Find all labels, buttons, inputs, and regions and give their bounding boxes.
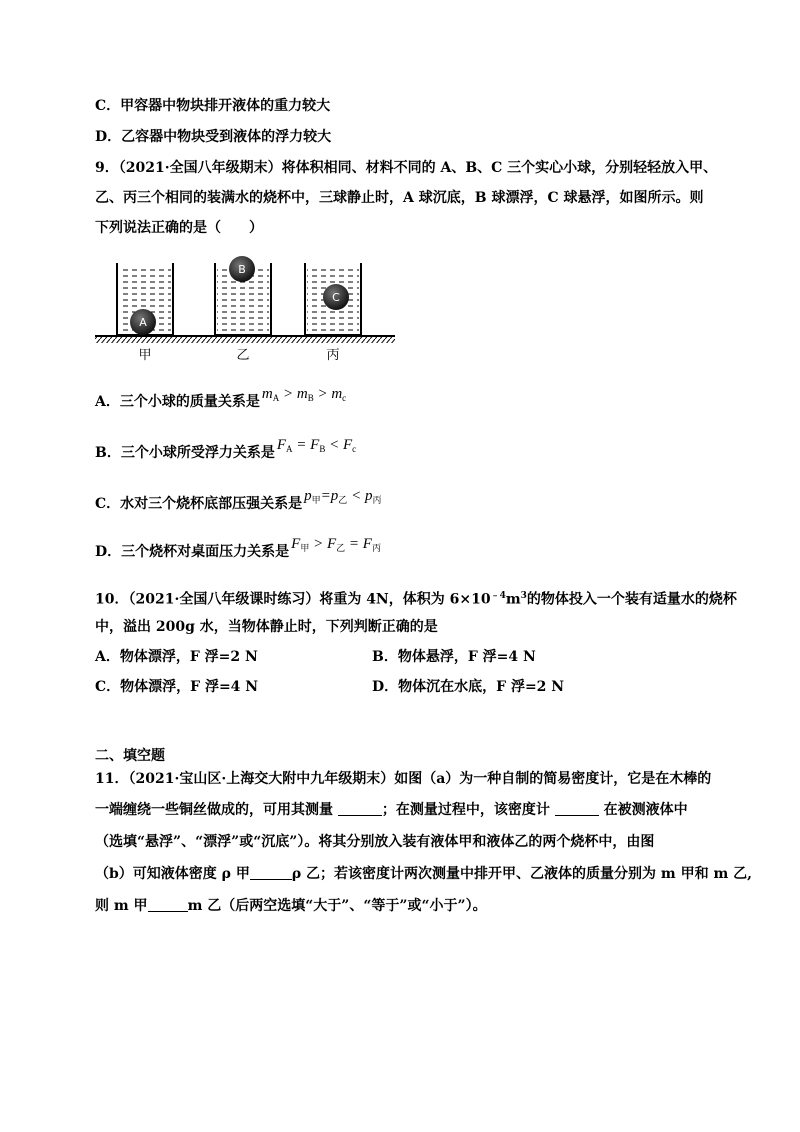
q9-option-a-formula: $m_A > m_B > m_c$ — [261, 386, 347, 403]
ball-b-label: B — [238, 263, 246, 276]
q11-stem-line3: （选填“悬浮”、“漂浮”或“沉底”）。将其分别放入装有液体甲和液体乙的两个烧杯中，由图 — [95, 834, 655, 850]
answer-blank-3[interactable] — [250, 865, 292, 880]
ball-b — [229, 256, 255, 282]
q11-stem-line5: 则 m 甲 m 乙（后两空选填“大于”、“等于”或“小于”）。 — [95, 898, 487, 914]
q11-stem-line2: 一端缠绕一些铜丝做成的，可用其测量 ；在测量过程中，该密度计 在被测液体中 — [95, 802, 688, 818]
answer-blank-1[interactable] — [338, 801, 382, 816]
beaker-label-yi: 乙 — [236, 348, 250, 363]
q9-option-a: A．三个小球的质量关系是 $m_A > m_B > m_c$ — [95, 386, 347, 410]
q9-option-d: D．三个烧杯对桌面压力关系是 $F_甲 > F_乙 = F_丙$ — [95, 536, 381, 560]
q9-stem-line1: 9．（2021·全国八年级期末）将体积相同、材料不同的 A、B、C 三个实心小球，分别轻轻放入甲、 — [95, 160, 718, 176]
q9-option-b: B．三个小球所受浮力关系是 $F_A = F_B < F_c$ — [95, 437, 357, 461]
beaker-label-jia: 甲 — [138, 348, 152, 363]
q9-option-c: C．水对三个烧杯底部压强关系是 $p_甲=p_乙 < p_丙$ — [95, 488, 382, 512]
q10-stem-line2: 中，溢出 200g 水，当物体静止时，下列判断正确的是 — [95, 619, 438, 635]
q8-option-c: C．甲容器中物块排开液体的重力较大 — [95, 98, 331, 114]
ball-c — [323, 284, 349, 310]
q9-option-c-formula: $p_甲=p_乙 < p_丙$ — [304, 488, 382, 505]
q11-stem-line1: 11．（2021·宝山区·上海交大附中九年级期末）如图（a）为一种自制的简易密度计，它是在木棒的 — [95, 771, 712, 787]
q9-stem-line2: 乙、丙三个相同的装满水的烧杯中，三球静止时，A 球沉底，B 球漂浮，C 球悬浮，如图所示。则 — [95, 190, 704, 206]
beaker-label-bing: 丙 — [326, 348, 340, 363]
q10-stem-line1: 10．（2021·全国八年级课时练习）将重为 4N，体积为 $6\times 10^{﹣4}m^3$的物体投入一个装有适量水的烧杯 — [95, 591, 737, 608]
ball-a — [130, 309, 156, 335]
q9-beakers-figure — [95, 255, 395, 365]
q9-option-b-formula: $F_A = F_B < F_c$ — [276, 437, 357, 454]
q10-option-a: A．物体漂浮，F 浮=2 N — [95, 649, 258, 665]
q10-option-b: B．物体悬浮，F 浮=4 N — [372, 649, 536, 665]
q11-stem-line4: （b）可知液体密度 ρ 甲 ρ 乙；若该密度计两次测量中排开甲、乙液体的质量分别为 m 甲和 m 乙, — [95, 866, 753, 882]
q10-option-c: C．物体漂浮，F 浮=4 N — [95, 679, 259, 695]
q10-option-d: D．物体沉在水底，F 浮=2 N — [372, 679, 565, 695]
q8-option-d: D．乙容器中物块受到液体的浮力较大 — [95, 129, 332, 145]
ball-a-label: A — [139, 316, 147, 329]
section-title: 二、填空题 — [95, 748, 165, 764]
q9-option-d-formula: $F_甲 > F_乙 = F_丙$ — [291, 536, 381, 553]
answer-blank-4[interactable] — [148, 897, 188, 912]
q9-stem-line3: 下列说法正确的是（ ） — [95, 220, 263, 236]
ball-c-label: C — [332, 291, 340, 304]
answer-blank-2[interactable] — [555, 801, 599, 816]
